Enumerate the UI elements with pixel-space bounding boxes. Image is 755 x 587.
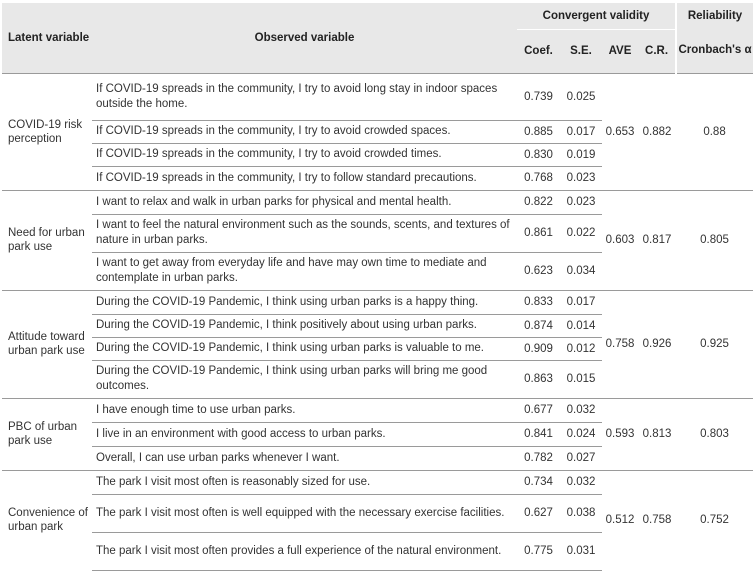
- table-header: [2, 3, 753, 73]
- coef-cell: 0.874: [517, 314, 560, 337]
- convergent-validity-header: Convergent validity: [517, 3, 676, 29]
- coef-cell: 0.841: [517, 422, 560, 446]
- se-cell: 0.012: [560, 337, 602, 360]
- coef-cell: 0.885: [517, 120, 560, 143]
- latent-variable-header: Latent variable: [2, 3, 92, 73]
- ave-cell: 0.512: [602, 470, 638, 570]
- cronbach-cell: 0.752: [676, 470, 753, 570]
- cr-cell: 0.817: [638, 190, 676, 290]
- se-cell: 0.031: [560, 532, 602, 570]
- latent-variable-cell: PBC of urban park use: [2, 398, 92, 470]
- observed-variable-cell: I want to feel the natural environment such as the sounds, scents, and textures of nature in urban parks.: [92, 214, 517, 252]
- table-body: [2, 73, 753, 570]
- observed-variable-cell: I want to relax and walk in urban parks for physical and mental health.: [92, 190, 517, 214]
- observed-variable-cell: Overall, I can use urban parks whenever I want.: [92, 446, 517, 470]
- observed-variable-header: Observed variable: [92, 3, 517, 73]
- cronbach-header: Cronbach's α: [676, 29, 753, 73]
- observed-variable-cell: I live in an environment with good access to urban parks.: [92, 422, 517, 446]
- observed-variable-cell: If COVID-19 spreads in the community, I try to follow standard precautions.: [92, 166, 517, 190]
- se-cell: 0.032: [560, 398, 602, 422]
- latent-variable-cell: COVID-19 risk perception: [2, 73, 92, 190]
- cr-cell: 0.758: [638, 470, 676, 570]
- coef-cell: 0.782: [517, 446, 560, 470]
- table-row: [2, 190, 753, 214]
- coef-cell: 0.739: [517, 73, 560, 120]
- observed-variable-cell: I want to get away from everyday life and have may own time to mediate and contemplate in urban parks.: [92, 252, 517, 290]
- cr-cell: 0.882: [638, 73, 676, 190]
- reliability-header: Reliability: [676, 3, 753, 29]
- ave-cell: 0.603: [602, 190, 638, 290]
- se-cell: 0.023: [560, 190, 602, 214]
- observed-variable-cell: During the COVID-19 Pandemic, I think positively about using urban parks.: [92, 314, 517, 337]
- coef-cell: 0.830: [517, 143, 560, 166]
- table-row: [2, 470, 753, 494]
- table-row: [2, 398, 753, 422]
- cronbach-cell: 0.803: [676, 398, 753, 470]
- coef-cell: 0.677: [517, 398, 560, 422]
- observed-variable-cell: If COVID-19 spreads in the community, I try to avoid long stay in indoor spaces outside the home.: [92, 73, 517, 120]
- se-cell: 0.027: [560, 446, 602, 470]
- latent-variable-cell: Attitude toward urban park use: [2, 290, 92, 398]
- coef-cell: 0.623: [517, 252, 560, 290]
- cronbach-cell: 0.805: [676, 190, 753, 290]
- coef-cell: 0.909: [517, 337, 560, 360]
- se-cell: 0.023: [560, 166, 602, 190]
- table-row: [2, 290, 753, 314]
- observed-variable-cell: During the COVID-19 Pandemic, I think using urban parks is a happy thing.: [92, 290, 517, 314]
- table-row: [2, 73, 753, 120]
- se-cell: 0.025: [560, 73, 602, 120]
- se-cell: 0.034: [560, 252, 602, 290]
- observed-variable-cell: During the COVID-19 Pandemic, I think using urban parks will bring me good outcomes.: [92, 360, 517, 398]
- se-cell: 0.024: [560, 422, 602, 446]
- observed-variable-cell: The park I visit most often provides a full experience of the natural environment.: [92, 532, 517, 570]
- cr-header: C.R.: [638, 29, 676, 73]
- observed-variable-cell: The park I visit most often is well equipped with the necessary exercise facilities.: [92, 494, 517, 532]
- se-header: S.E.: [560, 29, 602, 73]
- observed-variable-cell: The park I visit most often is reasonably sized for use.: [92, 470, 517, 494]
- coef-cell: 0.822: [517, 190, 560, 214]
- ave-header: AVE: [602, 29, 638, 73]
- cronbach-cell: 0.925: [676, 290, 753, 398]
- se-cell: 0.032: [560, 470, 602, 494]
- se-cell: 0.017: [560, 120, 602, 143]
- coef-cell: 0.861: [517, 214, 560, 252]
- cronbach-cell: 0.88: [676, 73, 753, 190]
- se-cell: 0.017: [560, 290, 602, 314]
- cr-cell: 0.926: [638, 290, 676, 398]
- coef-cell: 0.627: [517, 494, 560, 532]
- observed-variable-cell: I have enough time to use urban parks.: [92, 398, 517, 422]
- se-cell: 0.019: [560, 143, 602, 166]
- coef-cell: 0.734: [517, 470, 560, 494]
- coef-cell: 0.775: [517, 532, 560, 570]
- ave-cell: 0.653: [602, 73, 638, 190]
- validity-reliability-table: [2, 3, 753, 571]
- observed-variable-cell: If COVID-19 spreads in the community, I try to avoid crowded spaces.: [92, 120, 517, 143]
- se-cell: 0.022: [560, 214, 602, 252]
- se-cell: 0.014: [560, 314, 602, 337]
- ave-cell: 0.593: [602, 398, 638, 470]
- latent-variable-cell: Convenience of urban park: [2, 470, 92, 570]
- se-cell: 0.038: [560, 494, 602, 532]
- coef-header: Coef.: [517, 29, 560, 73]
- cr-cell: 0.813: [638, 398, 676, 470]
- coef-cell: 0.833: [517, 290, 560, 314]
- coef-cell: 0.768: [517, 166, 560, 190]
- se-cell: 0.015: [560, 360, 602, 398]
- latent-variable-cell: Need for urban park use: [2, 190, 92, 290]
- ave-cell: 0.758: [602, 290, 638, 398]
- observed-variable-cell: During the COVID-19 Pandemic, I think using urban parks is valuable to me.: [92, 337, 517, 360]
- coef-cell: 0.863: [517, 360, 560, 398]
- observed-variable-cell: If COVID-19 spreads in the community, I try to avoid crowded times.: [92, 143, 517, 166]
